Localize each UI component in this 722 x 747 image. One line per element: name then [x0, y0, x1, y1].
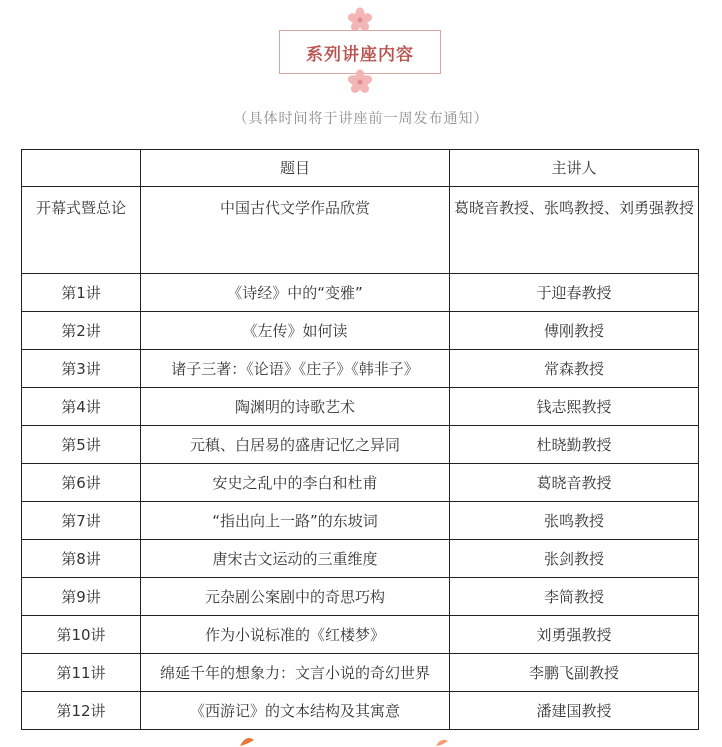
topic-cell: “指出向上一路”的东坡词 — [141, 502, 450, 540]
speaker-cell: 葛晓音教授 — [450, 464, 699, 502]
column-header-topic: 题目 — [141, 150, 450, 187]
session-cell: 第1讲 — [22, 274, 141, 312]
section-header — [0, 0, 722, 100]
speaker-cell: 于迎春教授 — [450, 274, 699, 312]
topic-cell: 作为小说标准的《红楼梦》 — [141, 616, 450, 654]
topic-cell: 绵延千年的想象力：文言小说的奇幻世界 — [141, 654, 450, 692]
section-title: 系列讲座内容 — [306, 44, 414, 65]
session-cell: 第2讲 — [22, 312, 141, 350]
session-cell: 第8讲 — [22, 540, 141, 578]
table-row — [22, 464, 699, 502]
speaker-cell: 杜晓勤教授 — [450, 426, 699, 464]
table-row — [22, 350, 699, 388]
table-row — [22, 616, 699, 654]
speaker-cell: 李简教授 — [450, 578, 699, 616]
speaker-cell: 钱志熙教授 — [450, 388, 699, 426]
session-cell: 第6讲 — [22, 464, 141, 502]
table-row — [22, 654, 699, 692]
session-cell: 第7讲 — [22, 502, 141, 540]
cherry-blossom-icon — [347, 69, 373, 95]
topic-cell: 诸子三著：《论语》《庄子》《韩非子》 — [141, 350, 450, 388]
speaker-cell: 李鹏飞副教授 — [450, 654, 699, 692]
topic-cell: 《诗经》中的“变雅” — [141, 274, 450, 312]
table-row — [22, 312, 699, 350]
schedule-notice: （具体时间将于讲座前一周发布通知） — [233, 111, 489, 127]
table-row — [22, 578, 699, 616]
table-row — [22, 502, 699, 540]
speaker-cell: 潘建国教授 — [450, 692, 699, 730]
session-cell: 第9讲 — [22, 578, 141, 616]
session-cell: 第11讲 — [22, 654, 141, 692]
session-cell: 第4讲 — [22, 388, 141, 426]
speaker-cell: 葛晓音教授、张鸣教授、刘勇强教授 — [450, 187, 699, 274]
section-title-box — [279, 30, 441, 74]
table-row — [22, 274, 699, 312]
speaker-cell: 常森教授 — [450, 350, 699, 388]
topic-cell: 安史之乱中的李白和杜甫 — [141, 464, 450, 502]
table-header-row — [22, 150, 699, 187]
table-row — [22, 187, 699, 274]
session-cell: 第5讲 — [22, 426, 141, 464]
topic-cell: 陶渊明的诗歌艺术 — [141, 388, 450, 426]
topic-cell: 元稹、白居易的盛唐记忆之异同 — [141, 426, 450, 464]
speaker-cell: 刘勇强教授 — [450, 616, 699, 654]
topic-cell: 《左传》如何读 — [141, 312, 450, 350]
petal-decoration-icon — [236, 734, 456, 747]
session-cell: 开幕式暨总论 — [22, 187, 141, 274]
speaker-cell: 张剑教授 — [450, 540, 699, 578]
lecture-schedule-table — [21, 149, 699, 730]
session-cell: 第12讲 — [22, 692, 141, 730]
column-header-speaker: 主讲人 — [450, 150, 699, 187]
topic-cell: 《西游记》的文本结构及其寓意 — [141, 692, 450, 730]
table-row — [22, 540, 699, 578]
speaker-cell: 张鸣教授 — [450, 502, 699, 540]
topic-cell: 中国古代文学作品欣赏 — [141, 187, 450, 274]
session-cell: 第3讲 — [22, 350, 141, 388]
table-row — [22, 388, 699, 426]
table-row — [22, 426, 699, 464]
topic-cell: 元杂剧公案剧中的奇思巧构 — [141, 578, 450, 616]
speaker-cell: 傅刚教授 — [450, 312, 699, 350]
table-row — [22, 692, 699, 730]
column-header-session — [22, 150, 141, 187]
topic-cell: 唐宋古文运动的三重维度 — [141, 540, 450, 578]
session-cell: 第10讲 — [22, 616, 141, 654]
